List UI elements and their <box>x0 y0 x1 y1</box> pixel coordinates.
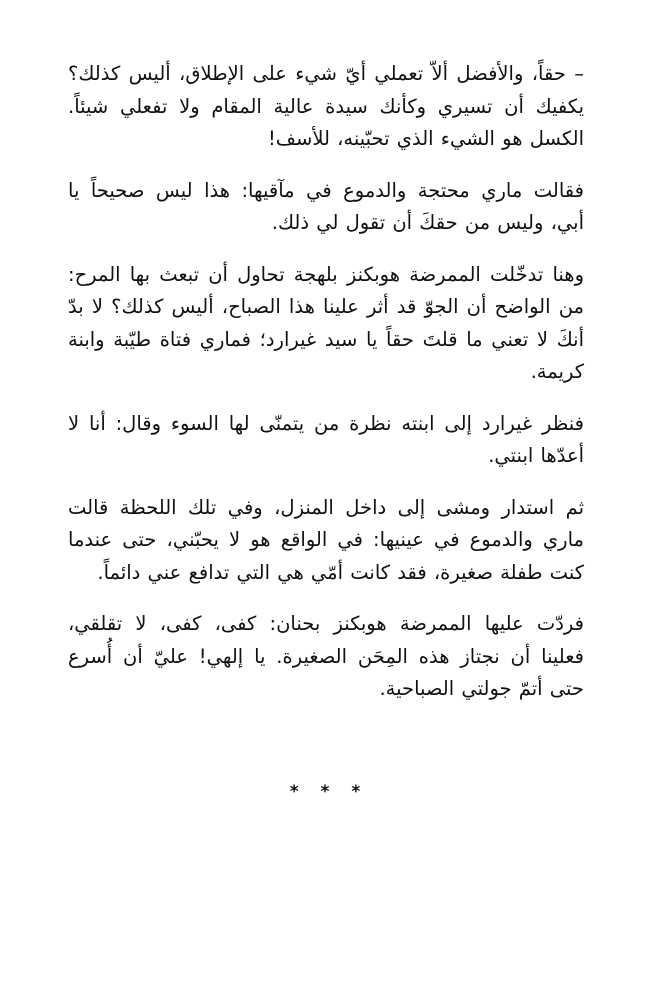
paragraph-1: – حقاً، والأفضل ألاّ تعملي أيّ شيء على الإطلاق، أليس كذلك؟ يكفيك أن تسيري وكأنك سيدة عالية المقام ولا تفعلي شيئاً. الكسل هو الشيء الذي تحبّينه، للأسف! <box>68 62 584 150</box>
section-separator: * * * <box>289 782 362 802</box>
paragraph-6: فردّت عليها الممرضة هوبكنز بحنان: كفى، كفى، لا تقلقي، فعلينا أن نجتاز هذه المِحَن الصغيرة. يا إلهي! عليّ أن أُسرع حتى أتمّ جولتي الصباحية. <box>68 612 584 700</box>
document-body <box>68 58 584 725</box>
paragraph-3: وهنا تدخّلت الممرضة هوبكنز بلهجة تحاول أن تبعث بها المرح: من الواضح أن الجوّ قد أثر علينا هذا الصباح، أليس كذلك؟ لا بدّ أنكَ لا تعني ما قلتَ حقاً يا سيد غيرارد؛ فماري فتاة طيّبة وابنة كريمة. <box>68 262 584 383</box>
paragraph-2: فقالت ماري محتجة والدموع في مآقيها: هذا ليس صحيحاً يا أبي، وليس من حقكَ أن تقول لي ذلك. <box>68 178 584 234</box>
paragraph-5: ثم استدار ومشى إلى داخل المنزل، وفي تلك اللحظة قالت ماري والدموع في عينيها: في الواقع هو لا يحبّني، حتى عندما كنت طفلة صغيرة، فقد كانت أمّي هي التي تدافع عني دائماً. <box>68 495 584 584</box>
paragraph-4: فنظر غيرارد إلى ابنته نظرة من يتمنّى لها السوء وقال: أنا لا أعدّها ابنتي. <box>68 411 584 467</box>
